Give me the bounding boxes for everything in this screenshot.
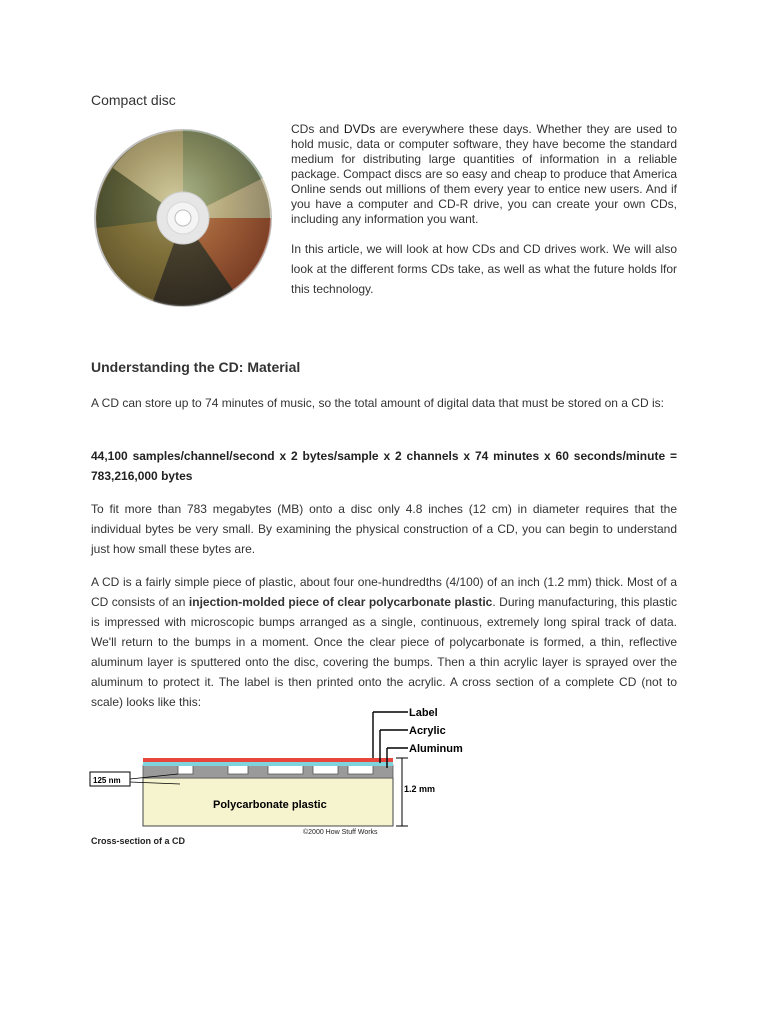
cd-cross-section-diagram <box>88 702 468 852</box>
aluminum-layer-label: Aluminum <box>409 743 463 755</box>
dvds-link[interactable]: DVDs <box>343 122 376 136</box>
body-paragraph-3: To fit more than 783 megabytes (MB) onto a disc only 4.8 inches (12 cm) in diameter requires that the individual bytes be very small. By examining the physical construction of a CD, you can begin to understand just how small these bytes are. <box>91 502 677 556</box>
intro-paragraph-2: In this article, we will look at how CDs and CD drives work. We will also look at the different forms CDs take, as well as what the future holds lfor this technology. <box>291 242 677 296</box>
label-layer <box>143 758 393 762</box>
diagram-caption: Cross-section of a CD <box>91 836 186 846</box>
aluminum-layer <box>143 765 393 778</box>
label-layer-label: Label <box>409 707 438 719</box>
intro-paragraph-1: CDs and DVDs are everywhere these days. Whether they are used to hold music, data or computer software, they have become the standard medium for distributing large quantities of information in a reliable package. Compact discs are so easy and cheap to produce that America Online sends out millions of them every year to entice new users. And if you have a computer and CD-R drive, you can create your own CDs, including any information you want. <box>291 122 677 226</box>
intro-text <box>291 122 677 299</box>
data-formula: 44,100 samples/channel/second x 2 bytes/sample x 2 channels x 74 minutes x 60 seconds/minute = 783,216,000 bytes <box>91 449 677 483</box>
thickness-label: 1.2 mm <box>404 784 436 794</box>
acrylic-layer-label: Acrylic <box>409 725 446 737</box>
credit-label: ©2000 How Stuff Works <box>303 829 378 836</box>
body-paragraph-4: A CD is a fairly simple piece of plastic, about four one-hundredths (4/100) of an inch (1.2 mm) thick. Most of a CD consists of an injection-molded piece of clear polycarbonate plastic. During manufacturing, this plastic is impressed with microscopic bumps arranged as a single, continuous, extremely long spiral track of data. We'll return to the bumps in a moment. Once the clear piece of polycarbonate is formed, a thin, reflective aluminum layer is sputtered onto the disc, covering the bumps. Then a thin acrylic layer is sprayed over the aluminum to protect it. The label is then printed onto the acrylic. A cross section of a complete CD (not to scale) looks like this: <box>91 575 677 709</box>
polycarbonate-label: Polycarbonate plastic <box>213 799 327 811</box>
section-heading: Understanding the CD: Material <box>91 359 301 375</box>
bump-height-label: 125 nm <box>93 776 121 785</box>
body-paragraph-1: A CD can store up to 74 minutes of music, so the total amount of digital data that must be stored on a CD is: <box>91 396 664 410</box>
page-title: Compact disc <box>91 92 176 108</box>
polycarbonate-emphasis: injection-molded piece of clear polycarbonate plastic <box>188 595 493 609</box>
acrylic-layer <box>143 762 393 766</box>
compact-disc-image <box>93 128 273 308</box>
